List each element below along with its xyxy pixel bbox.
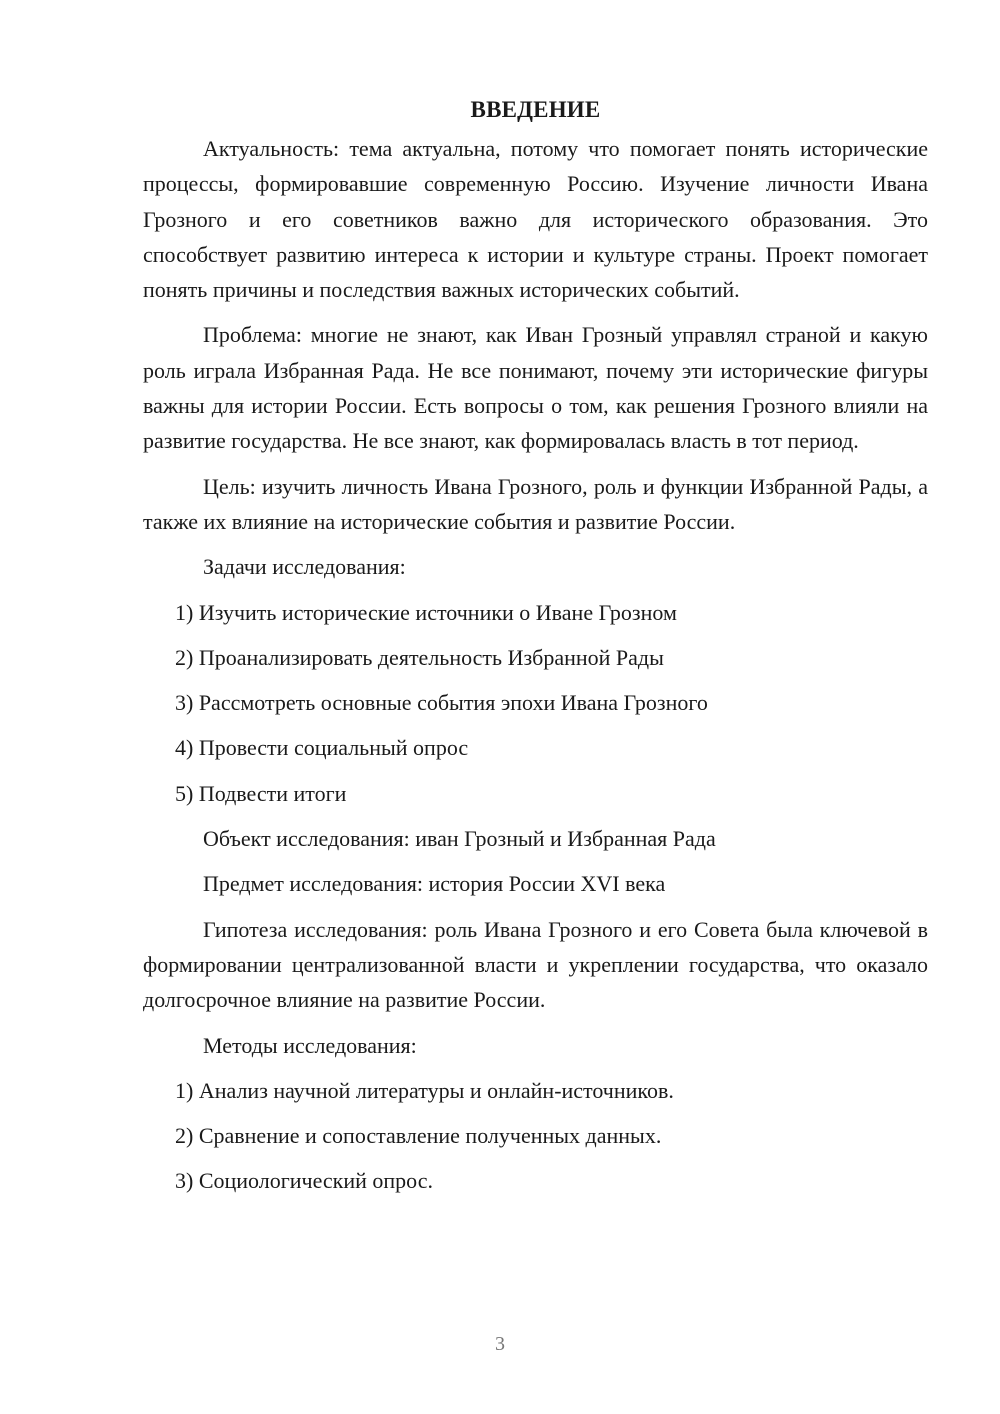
page-number: 3	[495, 1333, 505, 1355]
relevance-paragraph: Актуальность: тема актуальна, потому что помогает понять исторические процессы, формировавшие современную Россию. Изучение личности Ивана Грозного и его советников важно для исторического образования. Это способствует развитию интереса к истории и культуре страны. Проект помогает понять причины и последствия важных исторических событий.	[143, 136, 928, 303]
method-item: 2) Сравнение и сопоставление полученных данных.	[175, 1123, 662, 1149]
goal-paragraph: Цель: изучить личность Ивана Грозного, роль и функции Избранной Рады, а также их влияние на исторические события и развитие России.	[143, 473, 928, 534]
method-item: 3) Социологический опрос.	[175, 1168, 433, 1194]
document-page	[143, 92, 928, 1209]
research-subject: Предмет исследования: история России XVI века	[203, 871, 666, 897]
research-object: Объект исследования: иван Грозный и Избранная Рада	[203, 826, 716, 852]
methods-heading: Методы исследования:	[203, 1032, 417, 1058]
problem-paragraph: Проблема: многие не знают, как Иван Грозный управлял страной и какую роль играла Избранная Рада. Не все понимают, почему эти исторические фигуры важны для истории России. Есть вопросы о том, как решения Грозного влияли на развитие государства. Не все знают, как формировалась власть в тот период.	[143, 322, 928, 454]
hypothesis-paragraph: Гипотеза исследования: роль Ивана Грозного и его Совета была ключевой в формировании централизованной власти и укреплении государства, что оказало долгосрочное влияние на развитие России.	[143, 916, 928, 1013]
methods-list	[143, 1073, 928, 1199]
tasks-list	[143, 595, 928, 811]
task-item: 4) Провести социальный опрос	[175, 735, 469, 761]
task-item: 3) Рассмотреть основные события эпохи Ивана Грозного	[175, 690, 708, 716]
task-item: 2) Проанализировать деятельность Избранной Рады	[175, 644, 664, 670]
method-item: 1) Анализ научной литературы и онлайн-источников.	[175, 1077, 674, 1103]
tasks-heading: Задачи исследования:	[203, 554, 406, 580]
section-title: ВВЕДЕНИЕ	[470, 97, 601, 122]
task-item: 5) Подвести итоги	[175, 780, 347, 806]
task-item: 1) Изучить исторические источники о Иване Грозном	[175, 599, 677, 625]
